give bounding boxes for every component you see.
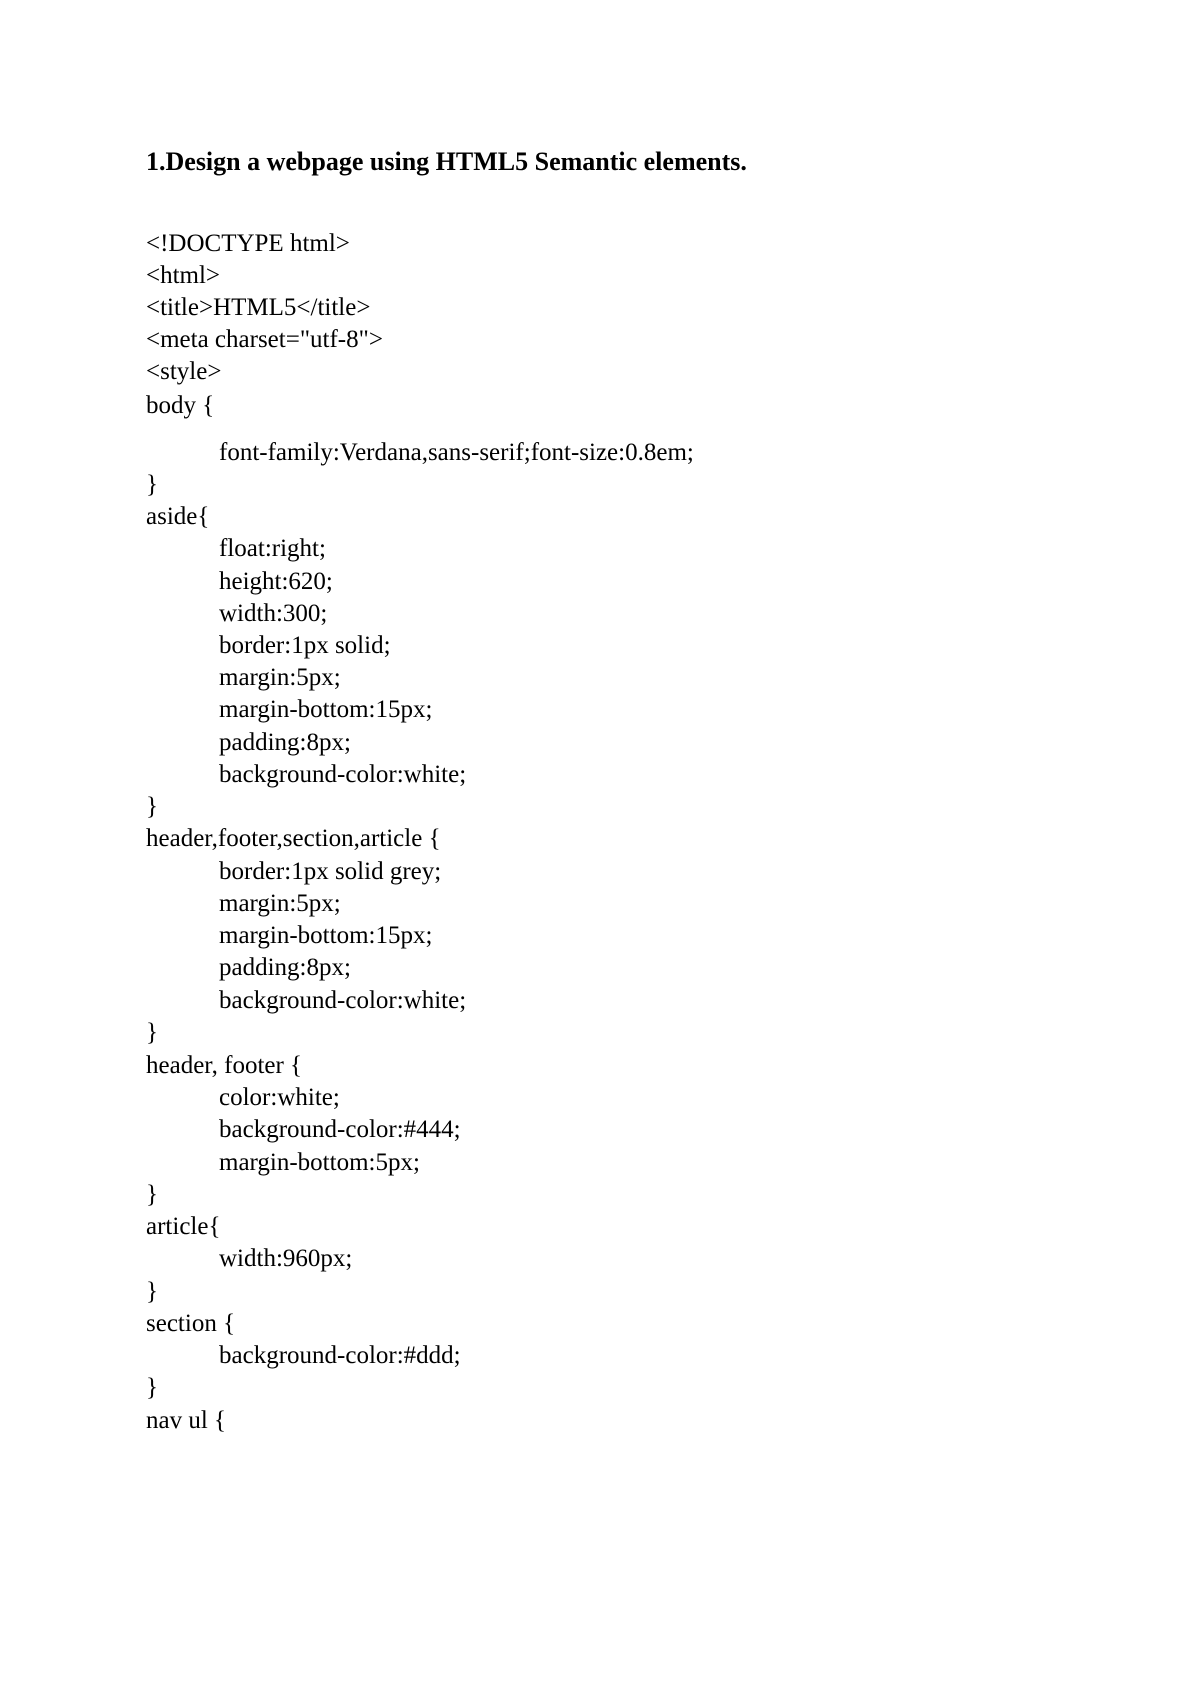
code-line: header,footer,section,article { <box>146 825 441 852</box>
code-line: border:1px solid; <box>219 632 391 659</box>
code-line: color:white; <box>219 1084 340 1111</box>
code-line: margin-bottom:5px; <box>219 1149 420 1176</box>
code-line: width:960px; <box>219 1245 353 1272</box>
code-line: section { <box>146 1310 236 1337</box>
code-line: body { <box>146 392 215 419</box>
code-line: header, footer { <box>146 1052 303 1079</box>
code-line: margin-bottom:15px; <box>219 922 433 949</box>
code-line: } <box>146 1181 158 1208</box>
code-line: float:right; <box>219 535 326 562</box>
code-line: } <box>146 1374 158 1401</box>
code-line: margin:5px; <box>219 890 341 917</box>
code-line: aside{ <box>146 503 210 530</box>
code-line: padding:8px; <box>219 954 351 981</box>
code-line: <html> <box>146 262 221 289</box>
code-line: background-color:#ddd; <box>219 1342 461 1369</box>
code-line: background-color:white; <box>219 761 467 788</box>
code-line: padding:8px; <box>219 729 351 756</box>
code-line: margin:5px; <box>219 664 341 691</box>
code-line: background-color:#444; <box>219 1116 461 1143</box>
code-line: font-family:Verdana,sans-serif;font-size:0.8em; <box>219 439 694 466</box>
code-line: <style> <box>146 358 222 385</box>
code-line: height:620; <box>219 568 333 595</box>
code-line: } <box>146 1019 158 1046</box>
code-line: article{ <box>146 1213 221 1240</box>
code-line: margin-bottom:15px; <box>219 696 433 723</box>
code-line: width:300; <box>219 600 328 627</box>
code-line: nav ul { <box>146 1407 227 1434</box>
code-line: background-color:white; <box>219 987 467 1014</box>
code-line: } <box>146 1278 158 1305</box>
document-heading: 1.Design a webpage using HTML5 Semantic elements. <box>146 147 747 176</box>
code-line: } <box>146 793 158 820</box>
code-line: <title>HTML5</title> <box>146 294 371 321</box>
code-line: } <box>146 471 158 498</box>
code-line: border:1px solid grey; <box>219 858 442 885</box>
code-line: <meta charset="utf-8"> <box>146 326 383 353</box>
code-line: <!DOCTYPE html> <box>146 230 350 257</box>
